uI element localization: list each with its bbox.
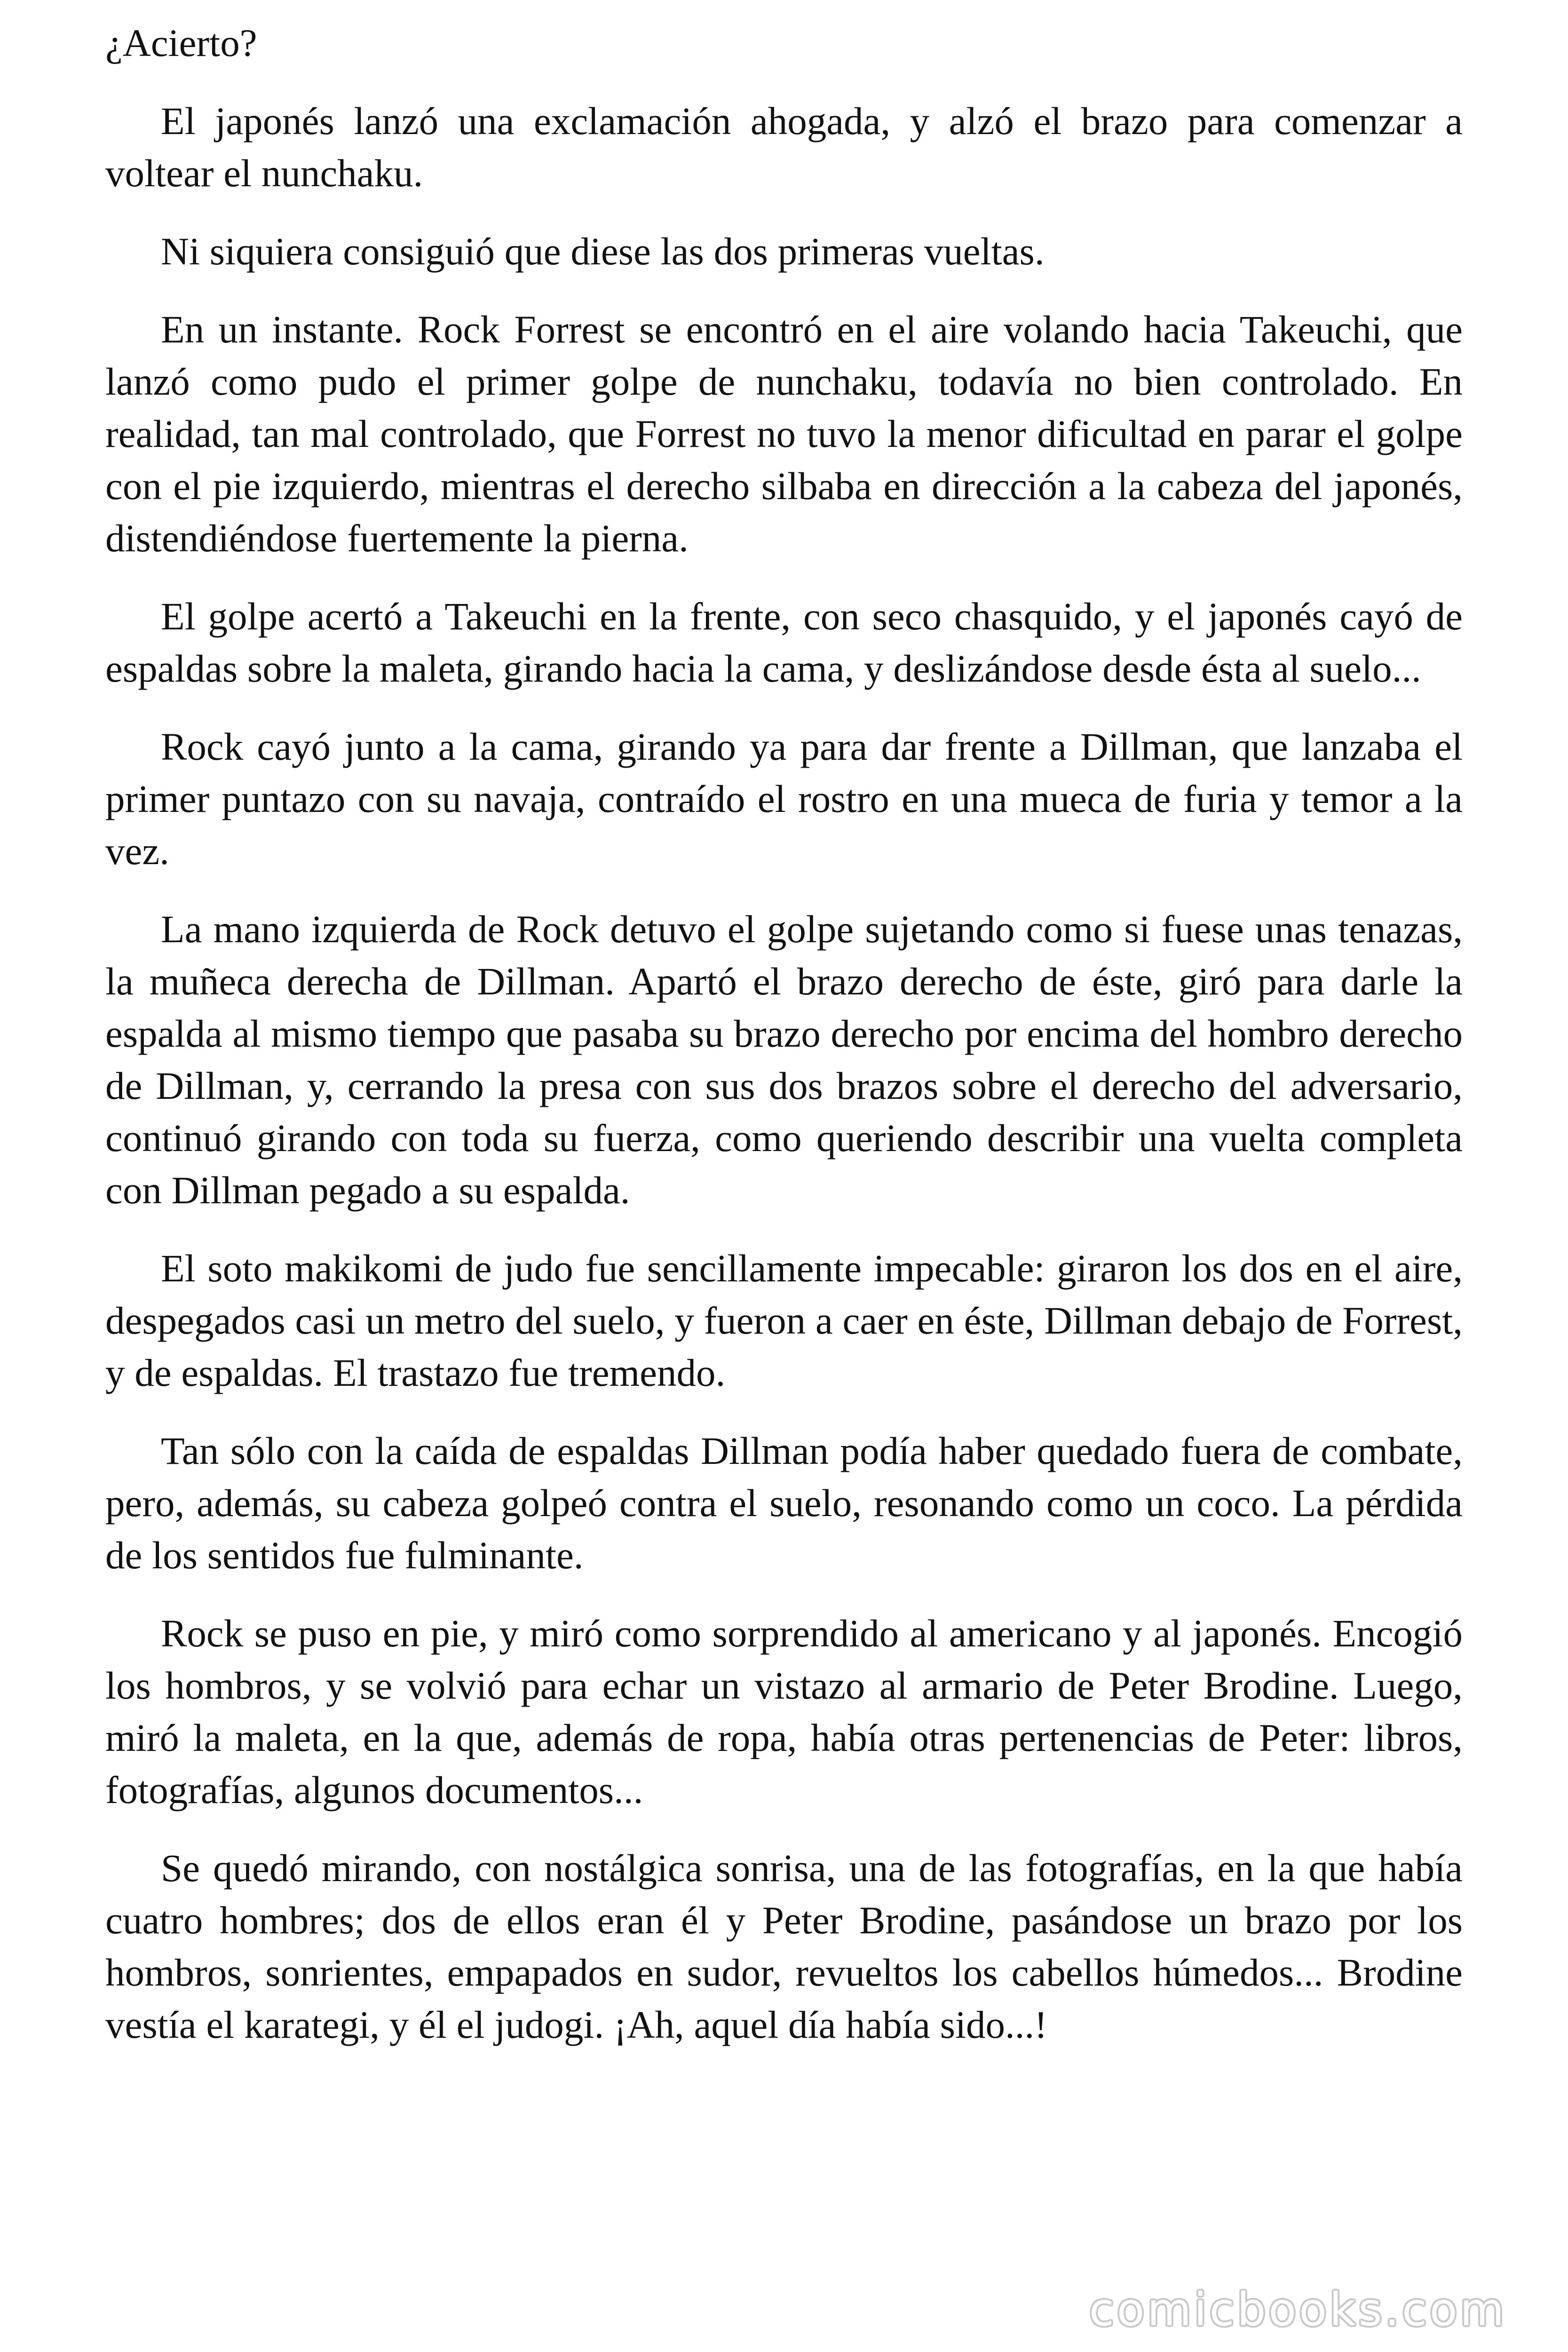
paragraph: Rock se puso en pie, y miró como sorprendido al americano y al japonés. Encogió los hombros, y se volvió para echar un vistazo al armario de Peter Brodine. Luego, miró la maleta, en la que, además de ropa, había otras pertenencias de Peter: libros, fotografías, algunos documentos... [105,1612,1463,1812]
paragraph: En un instante. Rock Forrest se encontró en el aire volando hacia Takeuchi, que lanzó como pudo el primer golpe de nunchaku, todavía no bien controlado. En realidad, tan mal controlado, que Forrest no tuvo la menor dificultad en parar el golpe con el pie izquierdo, mientras el derecho silbaba en dirección a la cabeza del japonés, distendiéndose fuertemente la pierna. [105,308,1463,560]
paragraph: Tan sólo con la caída de espaldas Dillman podía haber quedado fuera de combate, pero, además, su cabeza golpeó contra el suelo, resonando como un coco. La pérdida de los sentidos fue fulminante. [105,1429,1463,1577]
paragraph: Ni siquiera consiguió que diese las dos primeras vueltas. [161,230,1045,273]
paragraph: La mano izquierda de Rock detuvo el golpe sujetando como si fuese unas tenazas, la muñeca derecha de Dillman. Apartó el brazo derecho de éste, giró para darle la espalda al mismo tiempo que pasaba su brazo derecho por encima del hombro derecho de Dillman, y, cerrando la presa con sus dos brazos sobre el derecho del adversario, continuó girando con toda su fuerza, como queriendo describir una vuelta completa con Dillman pegado a su espalda. [105,907,1463,1212]
paragraph: ¿Acierto? [105,21,257,64]
body-text [105,17,1463,2077]
paragraph: El soto makikomi de judo fue sencillamente impecable: giraron los dos en el aire, despegados casi un metro del suelo, y fueron a caer en éste, Dillman debajo de Forrest, y de espaldas. El trastazo fue tremendo. [105,1247,1463,1394]
paragraph: Se quedó mirando, con nostálgica sonrisa, una de las fotografías, en la que había cuatro hombres; dos de ellos eran él y Peter Brodine, pasándose un brazo por los hombros, sonrientes, empapados en sudor, revueltos los cabellos húmedos... Brodine vestía el karategi, y él el judogi. ¡Ah, aquel día había sido...! [105,1846,1463,2046]
watermark: comicbooks.com [1089,2283,1507,2336]
paragraph: El golpe acertó a Takeuchi en la frente, con seco chasquido, y el japonés cayó de espaldas sobre la maleta, girando hacia la cama, y deslizándose desde ésta al suelo... [105,595,1463,690]
paragraph: Rock cayó junto a la cama, girando ya para dar frente a Dillman, que lanzaba el primer puntazo con su navaja, contraído el rostro en una mueca de furia y temor a la vez. [105,725,1463,873]
paragraph: El japonés lanzó una exclamación ahogada, y alzó el brazo para comenzar a voltear el nunchaku. [105,99,1463,195]
